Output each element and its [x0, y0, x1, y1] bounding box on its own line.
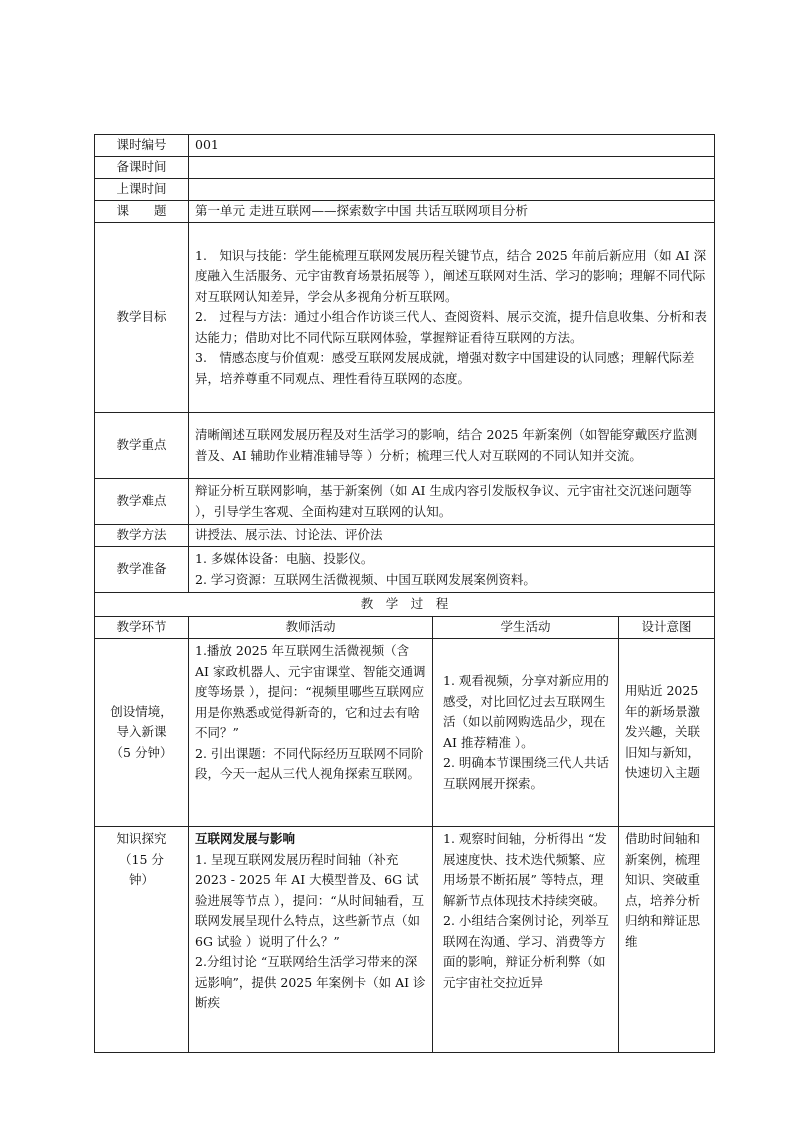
lesson-no-value: 001 [189, 135, 715, 157]
methods-value: 讲授法、展示法、讨论法、评价法 [189, 525, 715, 547]
lesson-plan-table [94, 134, 715, 1053]
row-methods [95, 525, 715, 547]
row-class-time [95, 179, 715, 201]
class-time-value [189, 179, 715, 201]
topic-label: 课 题 [95, 201, 189, 223]
header-stage: 教学环节 [95, 617, 189, 639]
topic-value: 第一单元 走进互联网——探索数字中国 共话互联网项目分析 [189, 201, 715, 223]
methods-label: 教学方法 [95, 525, 189, 547]
stage-intro-name: 创设情境， 导入新课 （5 分钟） [95, 639, 189, 827]
class-time-label: 上课时间 [95, 179, 189, 201]
row-prep-time [95, 157, 715, 179]
stage-explore-name: 知识探究 （15 分 钟） [95, 827, 189, 1053]
stage-explore-teacher: 1. 呈现互联网发展历程时间轴（补充 2023 - 2025 年 AI 大模型普及、6G 试验进展等节点 ），提问：“从时间轴看，互联网发展呈现什么特点，这些新节点（如 6G 试验 ）说明了什么？” 2.分组讨论 “互联网给生活学习带来的深远影响”，提供 2025 年案例卡（如 AI 诊断疾 [195, 851, 426, 1010]
goals-label: 教学目标 [95, 223, 189, 413]
difficulties-value: 辩证分析互联网影响，基于新案例（如 AI 生成内容引发版权争议、元宇宙社交沉迷问题等 ），引导学生客观、全面构建对互联网的认知。 [189, 479, 715, 525]
stage-intro-teacher: 1.播放 2025 年互联网生活微视频（含 AI 家政机器人、元宇宙课堂、智能交通调度等场景 ），提问：“视频里哪些互联网应用是你熟悉或觉得新奇的，它和过去有啥不同？” 2. 引出课题：不同代际经历互联网不同阶段，今天一起从三代人视角探索互联网。 [189, 639, 433, 827]
row-stage-intro [95, 639, 715, 827]
goals-value: 1. 知识与技能：学生能梳理互联网发展历程关键节点，结合 2025 年前后新应用（如 AI 深度融入生活服务、元宇宙教育场景拓展等 ），阐述互联网对生活、学习的影响；理解不同代际对互联网认知差异，学会从多视角分析互联网。 2. 过程与方法：通过小组合作访谈三代人、查阅资料、展示交流，提升信息收集、分析和表达能力；借助对比不同代际互联网体验，掌握辩证看待互联网的方法。 3. 情感态度与价值观：感受互联网发展成就，增强对数字中国建设的认同感；理解代际差异，培养尊重不同观点、理性看待互联网的态度。 [189, 223, 715, 413]
key-points-label: 教学重点 [95, 413, 189, 479]
stage-explore-heading: 互联网发展与影响 [195, 831, 296, 846]
row-topic [95, 201, 715, 223]
prep-time-value [189, 157, 715, 179]
process-title: 教 学 过 程 [95, 593, 715, 617]
stage-explore-student: 1. 观察时间轴，分析得出 “发展速度快、技术迭代频繁、应用场景不断拓展” 等特点，理解新节点体现技术持续突破。 2. 小组结合案例讨论，列举互联网在沟通、学习、消费等方面的影响，辩证分析利弊（如元宇宙社交拉近异 [433, 827, 619, 1053]
stage-explore-teacher-cell [189, 827, 433, 1053]
row-process-title [95, 593, 715, 617]
row-process-headers [95, 617, 715, 639]
header-student: 学生活动 [433, 617, 619, 639]
row-goals [95, 223, 715, 413]
header-teacher: 教师活动 [189, 617, 433, 639]
lesson-no-label: 课时编号 [95, 135, 189, 157]
stage-intro-intent: 用贴近 2025 年的新场景激发兴趣，关联旧知与新知，快速切入主题 [619, 639, 715, 827]
stage-intro-student: 1. 观看视频，分享对新应用的感受，对比回忆过去互联网生活（如以前网购选品少，现在 AI 推荐精准 ）。 2. 明确本节课围绕三代人共话互联网展开探索。 [433, 639, 619, 827]
stage-explore-intent: 借助时间轴和新案例，梳理知识、突破重点，培养分析归纳和辩证思维 [619, 827, 715, 1053]
difficulties-label: 教学难点 [95, 479, 189, 525]
key-points-value: 清晰阐述互联网发展历程及对生活学习的影响，结合 2025 年新案例（如智能穿戴医疗监测普及、AI 辅助作业精准辅导等 ）分析；梳理三代人对互联网的不同认知并交流。 [189, 413, 715, 479]
row-lesson-no [95, 135, 715, 157]
prep-time-label: 备课时间 [95, 157, 189, 179]
row-stage-explore [95, 827, 715, 1053]
preparation-value: 1. 多媒体设备：电脑、投影仪。 2. 学习资源：互联网生活微视频、中国互联网发展案例资料。 [189, 547, 715, 593]
row-preparation [95, 547, 715, 593]
header-intent: 设计意图 [619, 617, 715, 639]
preparation-label: 教学准备 [95, 547, 189, 593]
row-difficulties [95, 479, 715, 525]
row-key-points [95, 413, 715, 479]
